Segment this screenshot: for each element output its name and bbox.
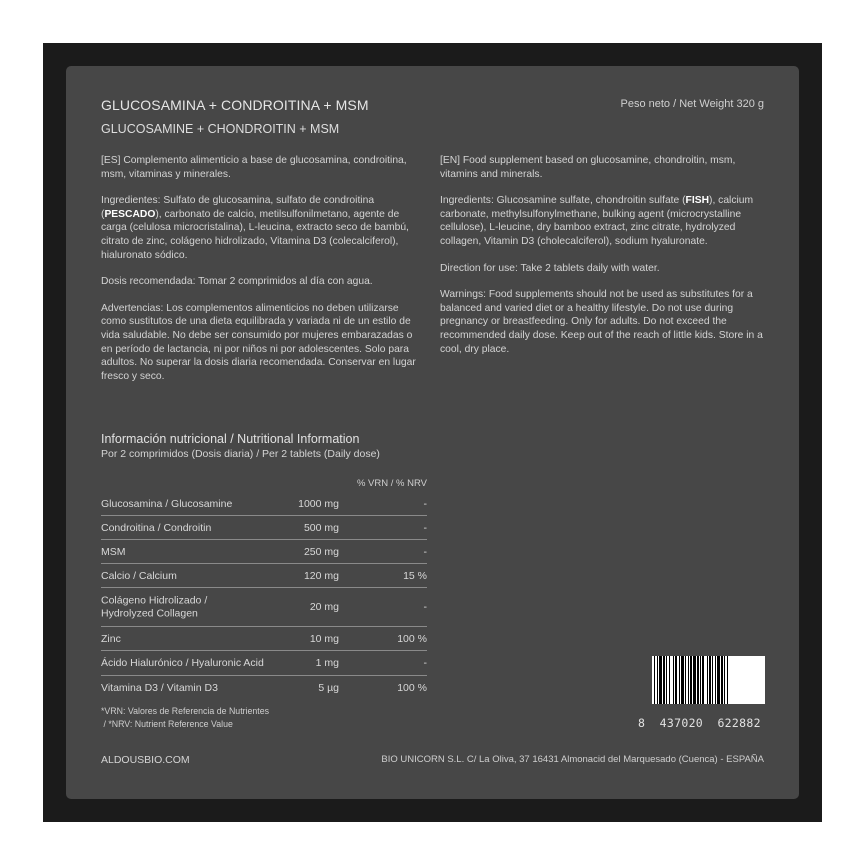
- nutrient-amount: 10 mg: [309, 632, 339, 645]
- spanish-column: [101, 154, 419, 396]
- nutrient-percent: 100 %: [397, 632, 427, 645]
- description-es: [ES] Complemento alimenticio a base de glucosamina, condroitina, msm, vitaminas y minerales.: [101, 155, 407, 180]
- nutrient-name: Glucosamina / Glucosamine: [101, 497, 233, 510]
- dosage-es: Dosis recomendada: Tomar 2 comprimidos al día con agua.: [101, 276, 373, 288]
- nutrient-amount: 5 µg: [318, 682, 339, 694]
- nutrition-row: [101, 516, 427, 540]
- warnings-es: Advertencias: Los complementos alimenticios no deben utilizarse como sustitutos de una dieta equilibrada y variada ni de un estilo de vida saludable. No debe ser consumido por mujeres embarazadas o en período de lactancia, ni por niños ni por adolescentes. Solo para adultos. No superar la dosis diaria recomendada. Conservar en lugar fresco y seco.: [101, 302, 416, 382]
- nutrient-amount: 250 mg: [303, 545, 339, 558]
- nutrient-name: Ácido Hialurónico / Hyaluronic Acid: [101, 656, 264, 669]
- net-weight: Peso neto / Net Weight 320 g: [620, 98, 764, 110]
- nutrient-percent: -: [423, 521, 427, 534]
- nutrition-row: [101, 651, 427, 676]
- ingredients-en: [440, 194, 770, 248]
- ingredients-en-text-rest: ), calcium carbonate, methylsulfonylmethane, bulking agent (microcrystalline cellulose), L-leucine, dry bamboo extract, zinc citrate, hydrolyzed collagen, Vitamin D3 (cholecalciferol), sodium hyaluronate.: [440, 195, 754, 247]
- company-address: BIO UNICORN S.L. C/ La Oliva, 37 16431 Almonacid del Marquesado (Cuenca) - ESPAÑA: [381, 754, 764, 765]
- ingredients-en-text: Ingredients: Glucosamine sulfate, chondroitin sulfate (: [440, 195, 686, 207]
- ingredients-es: [101, 194, 419, 262]
- nrv-column-header: % VRN / % NRV: [356, 478, 427, 489]
- nutrient-percent: 100 %: [397, 682, 427, 694]
- nutrient-percent: -: [423, 545, 427, 558]
- footnote-vrn: *VRN: Valores de Referencia de Nutrientes: [101, 706, 270, 716]
- nutrient-name: Vitamina D3 / Vitamin D3: [101, 681, 218, 694]
- nutrient-name: Zinc: [101, 632, 121, 645]
- english-column: [440, 154, 770, 369]
- nutrition-row: [101, 540, 427, 564]
- nutrition-row: [101, 676, 427, 700]
- nutrient-percent: -: [423, 657, 427, 669]
- barcode-number: 8 437020 622882: [638, 716, 761, 730]
- nutrient-name: MSM: [101, 545, 126, 558]
- nutrient-percent: -: [423, 497, 427, 510]
- product-title-en: GLUCOSAMINE + CHONDROITIN + MSM: [101, 122, 340, 136]
- barcode-bars-icon: [652, 656, 765, 704]
- nutrition-subtitle: Por 2 comprimidos (Dosis diaria) / Per 2 tablets (Daily dose): [101, 448, 380, 460]
- label-panel: [66, 66, 799, 799]
- nutrient-percent: 15 %: [403, 569, 427, 582]
- nutrition-row: [101, 492, 427, 516]
- website-link[interactable]: ALDOUSBIO.COM: [101, 754, 190, 766]
- nutrition-row: [101, 627, 427, 651]
- nutrient-amount: 120 mg: [303, 569, 339, 582]
- allergen-es: PESCADO: [104, 208, 156, 220]
- nutrition-title: Información nutricional / Nutritional Information: [101, 432, 360, 446]
- nutrient-amount: 1 mg: [315, 657, 339, 669]
- nutrient-amount: 20 mg: [309, 601, 339, 613]
- nutrient-name: Calcio / Calcium: [101, 569, 177, 582]
- nutrition-footnote: [101, 705, 269, 730]
- ingredients-es-text: Ingredientes: Sulfato de glucosamina, sulfato de condroitina (: [101, 195, 375, 220]
- nutrient-amount: 500 mg: [303, 521, 339, 534]
- description-en: [EN] Food supplement based on glucosamine, chondroitin, msm, vitamins and minerals.: [440, 155, 736, 180]
- nutrition-table: [101, 476, 427, 700]
- nutrient-amount: 1000 mg: [298, 497, 339, 510]
- nutrient-name: Colágeno Hidrolizado / Hydrolyzed Collagen: [101, 594, 208, 619]
- nutrient-name: Condroitina / Condroitin: [101, 521, 212, 534]
- barcode: [652, 656, 765, 704]
- nutrition-row: [101, 588, 427, 627]
- ingredients-es-text-rest: ), carbonato de calcio, metilsulfonilmetano, agente de carga (celulosa microcristalina), L-leucina, extracto seco de bambú, citrato de zinc, colágeno hidrolizado, Vitamina D3 (colecalciferol), hialuronato sódico.: [101, 208, 409, 261]
- warnings-en: Warnings: Food supplements should not be used as substitutes for a balanced and varied diet or a healthy lifestyle. Do not use during pregnancy or breastfeeding. Only for adults. Do not exceed the recommended daily dose. Keep out of the reach of little kids. Store in a cool, dry place.: [440, 289, 763, 355]
- dosage-en: Direction for use: Take 2 tablets daily with water.: [440, 262, 660, 274]
- nutrient-percent: -: [423, 601, 427, 613]
- nutrition-row: [101, 564, 427, 588]
- product-title-es: GLUCOSAMINA + CONDROITINA + MSM: [101, 97, 369, 113]
- footnote-nrv: / *NRV: Nutrient Reference Value: [101, 718, 233, 729]
- nutrition-table-header: [101, 476, 427, 492]
- allergen-en: FISH: [685, 195, 710, 207]
